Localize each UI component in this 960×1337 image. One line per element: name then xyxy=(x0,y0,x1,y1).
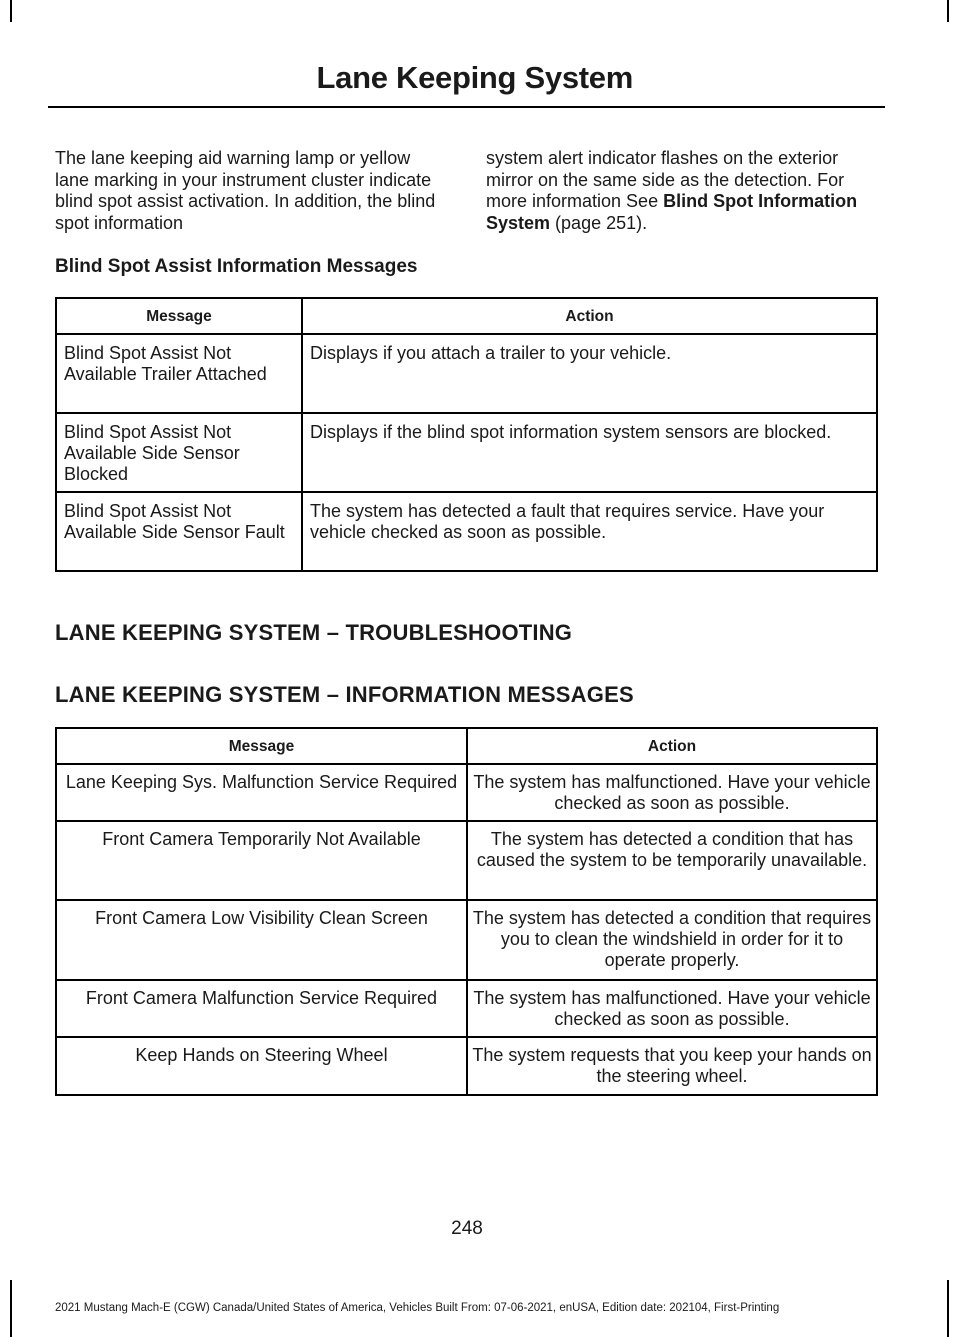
table-row xyxy=(56,764,877,821)
crop-mark-top-left xyxy=(10,0,12,22)
action-cell: Displays if the blind spot information system sensors are blocked. xyxy=(302,413,877,492)
column-header-message: Message xyxy=(56,298,302,334)
action-cell: The system has detected a fault that requires service. Have your vehicle checked as soon as possible. xyxy=(302,492,877,571)
intro-column-right xyxy=(486,148,878,234)
message-cell: Blind Spot Assist Not Available Side Sensor Blocked xyxy=(56,413,302,492)
column-header-action: Action xyxy=(467,728,877,764)
column-header-action: Action xyxy=(302,298,877,334)
action-cell: The system has detected a condition that has caused the system to be temporarily unavailable. xyxy=(467,821,877,900)
table-row xyxy=(56,1037,877,1095)
action-cell: The system has malfunctioned. Have your vehicle checked as soon as possible. xyxy=(467,980,877,1037)
intro-text: system alert indicator flashes on the exterior mirror on the same side as the detection. For more information See xyxy=(486,148,845,211)
page-reference: (page 251). xyxy=(550,212,648,233)
information-messages-heading: LANE KEEPING SYSTEM – INFORMATION MESSAGES xyxy=(55,682,634,707)
blind-spot-messages-table xyxy=(55,297,878,572)
header-divider xyxy=(48,106,885,108)
blind-spot-messages-heading: Blind Spot Assist Information Messages xyxy=(55,256,418,277)
message-cell: Blind Spot Assist Not Available Trailer Attached xyxy=(56,334,302,413)
table-row xyxy=(56,334,877,413)
crop-mark-top-right xyxy=(947,0,949,22)
action-cell: The system requests that you keep your hands on the steering wheel. xyxy=(467,1037,877,1095)
edition-footer: 2021 Mustang Mach-E (CGW) Canada/United States of America, Vehicles Built From: 07-06-2021, enUSA, Edition date: 202104, First-Printing xyxy=(55,1302,780,1314)
table-row xyxy=(56,492,877,571)
column-header-message: Message xyxy=(56,728,467,764)
table-row xyxy=(56,821,877,900)
table-row xyxy=(56,900,877,980)
lane-keeping-messages-table xyxy=(55,727,878,1096)
page-number: 248 xyxy=(451,1218,483,1239)
table-header-row xyxy=(56,298,877,334)
action-cell: The system has detected a condition that requires you to clean the windshield in order for it to operate properly. xyxy=(467,900,877,980)
intro-paragraph xyxy=(55,148,878,234)
table-row xyxy=(56,980,877,1037)
crop-mark-bottom-left xyxy=(10,1280,12,1337)
troubleshooting-heading: LANE KEEPING SYSTEM – TROUBLESHOOTING xyxy=(55,620,573,645)
intro-column-left: The lane keeping aid warning lamp or yellow lane marking in your instrument cluster indicate blind spot assist activation. In addition, the blind spot information xyxy=(55,148,436,233)
message-cell: Front Camera Low Visibility Clean Screen xyxy=(56,900,467,980)
cross-reference-link[interactable]: Blind Spot Information System xyxy=(486,191,858,233)
page-title: Lane Keeping System xyxy=(316,60,633,95)
crop-mark-bottom-right xyxy=(947,1280,949,1337)
message-cell: Blind Spot Assist Not Available Side Sensor Fault xyxy=(56,492,302,571)
table-row xyxy=(56,413,877,492)
message-cell: Keep Hands on Steering Wheel xyxy=(56,1037,467,1095)
message-cell: Front Camera Malfunction Service Required xyxy=(56,980,467,1037)
action-cell: The system has malfunctioned. Have your vehicle checked as soon as possible. xyxy=(467,764,877,821)
message-cell: Front Camera Temporarily Not Available xyxy=(56,821,467,900)
action-cell: Displays if you attach a trailer to your vehicle. xyxy=(302,334,877,413)
table-header-row xyxy=(56,728,877,764)
message-cell: Lane Keeping Sys. Malfunction Service Required xyxy=(56,764,467,821)
